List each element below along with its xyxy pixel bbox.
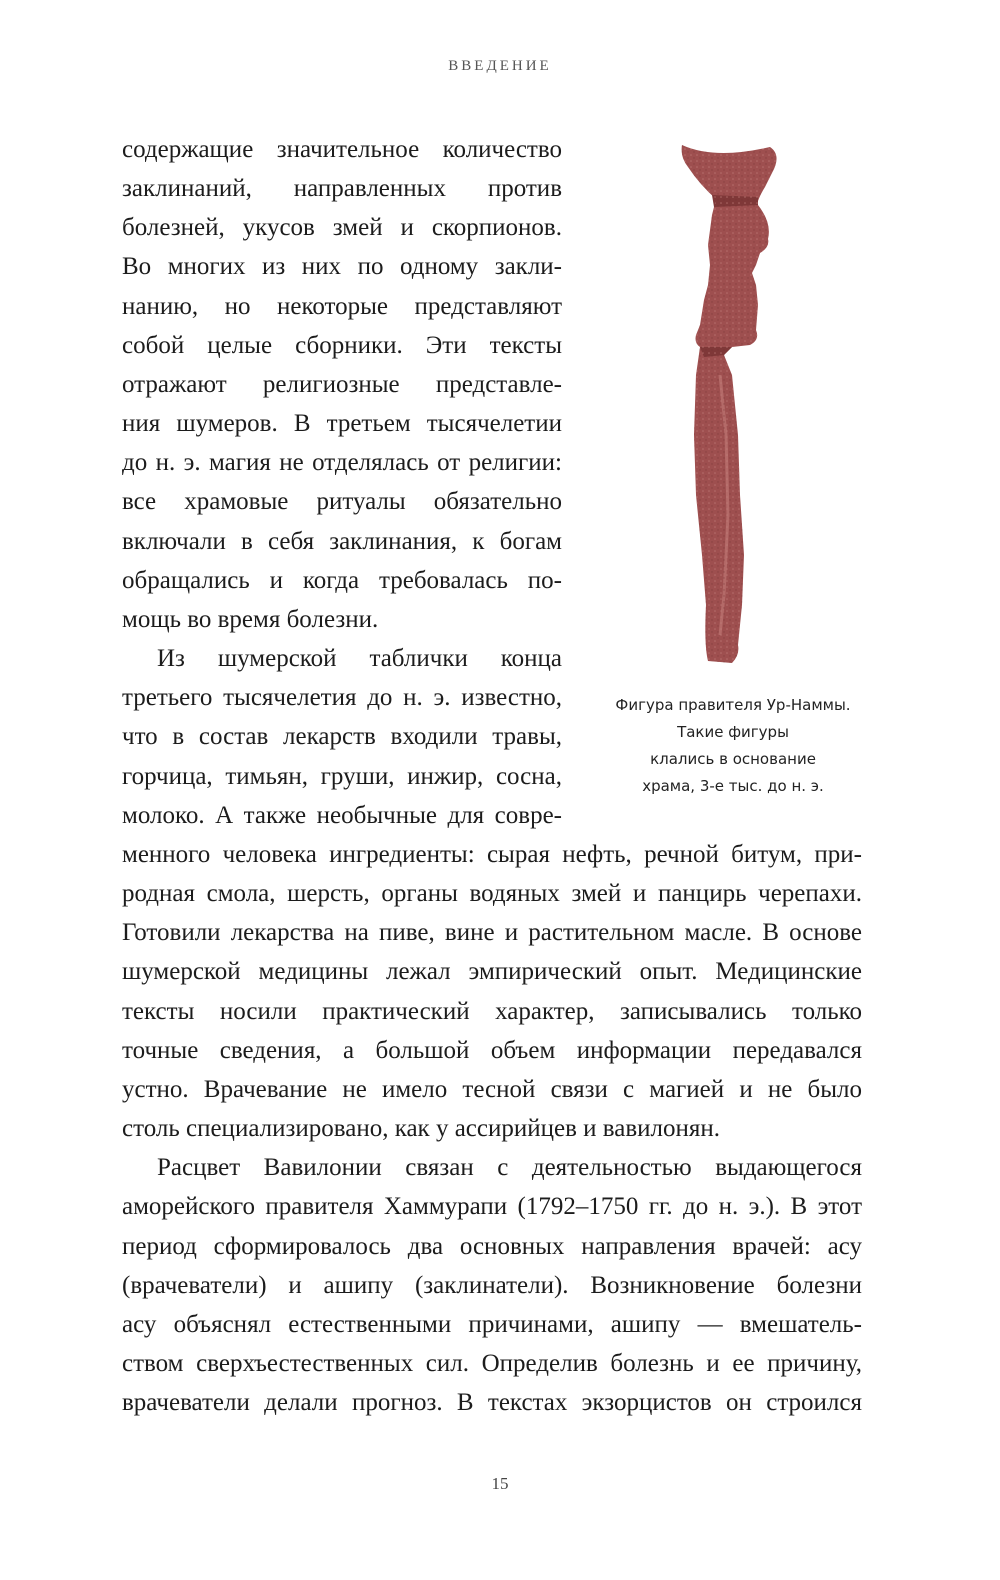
body-line: заклинаний, направленных против [122, 175, 562, 202]
body-line: Из шумерской таблички конца [157, 645, 562, 672]
body-line: ством сверхъестественных сил. Определив болезнь и ее причину, [122, 1350, 862, 1377]
body-line: собой целые сборники. Эти тексты [122, 332, 562, 359]
body-line: (врачеватели) и ашипу (заклинатели). Возникновение болезни [122, 1272, 862, 1299]
running-head: ВВЕДЕНИЕ [448, 58, 552, 74]
body-line: Готовили лекарства на пиве, вине и растительном масле. В основе [122, 919, 862, 946]
caption-line: клались в основание [650, 750, 816, 768]
body-line: молоко. А также необычные для совре- [122, 802, 562, 829]
caption-line: Такие фигуры [677, 723, 789, 741]
body-line: отражают религиозные представле- [122, 371, 562, 398]
body-line: точные сведения, а большой объем информации передавался [122, 1037, 862, 1064]
body-line: горчица, тимьян, груши, инжир, сосна, [122, 763, 562, 790]
body-line: включали в себя заклинания, к богам [122, 528, 562, 555]
body-line: родная смола, шерсть, органы водяных змей и панцирь черепахи. [122, 880, 862, 907]
body-line: период сформировалось два основных направления врачей: асу [122, 1233, 862, 1260]
body-line: болезней, укусов змей и скорпионов. [122, 214, 562, 241]
body-line: аморейского правителя Хаммурапи (1792–1750 гг. до н. э.). В этот [122, 1193, 862, 1220]
body-line: мощь во время болезни. [122, 606, 379, 633]
caption-line: Фигура правителя Ур-Наммы. [615, 696, 851, 714]
body-line: шумерской медицины лежал эмпирический опыт. Медицинские [122, 958, 862, 985]
body-line: все храмовые ритуалы обязательно [122, 488, 562, 515]
body-line: устно. Врачевание не имело тесной связи с магией и не было [122, 1076, 862, 1103]
body-line: Расцвет Вавилонии связан с деятельностью выдающегося [157, 1154, 862, 1181]
figurine-illustration [660, 135, 810, 675]
caption-line: храма, 3-е тыс. до н. э. [642, 777, 824, 795]
body-line: что в состав лекарств входили травы, [122, 723, 562, 750]
figure-caption [583, 692, 883, 800]
body-line: тексты носили практический характер, записывались только [122, 998, 862, 1025]
body-line: нанию, но некоторые представляют [122, 293, 562, 320]
body-line: ния шумеров. В третьем тысячелетии [122, 410, 562, 437]
body-line: асу объяснял естественными причинами, ашипу — вмешатель- [122, 1311, 862, 1338]
body-line: третьего тысячелетия до н. э. известно, [122, 684, 562, 711]
body-line: обращались и когда требовалась по- [122, 567, 562, 594]
body-line: менного человека ингредиенты: сырая нефть, речной битум, при- [122, 841, 862, 868]
body-line: Во многих из них по одному закли- [122, 253, 562, 280]
body-line: врачеватели делали прогноз. В текстах экзорцистов он строился [122, 1389, 862, 1416]
body-line: столь специализировано, как у ассирийцев и вавилонян. [122, 1115, 721, 1142]
body-line: до н. э. магия не отделялась от религии: [122, 449, 562, 476]
figurine-image [660, 135, 810, 675]
page-number: 15 [491, 1474, 509, 1493]
body-line: содержащие значительное количество [122, 136, 562, 163]
